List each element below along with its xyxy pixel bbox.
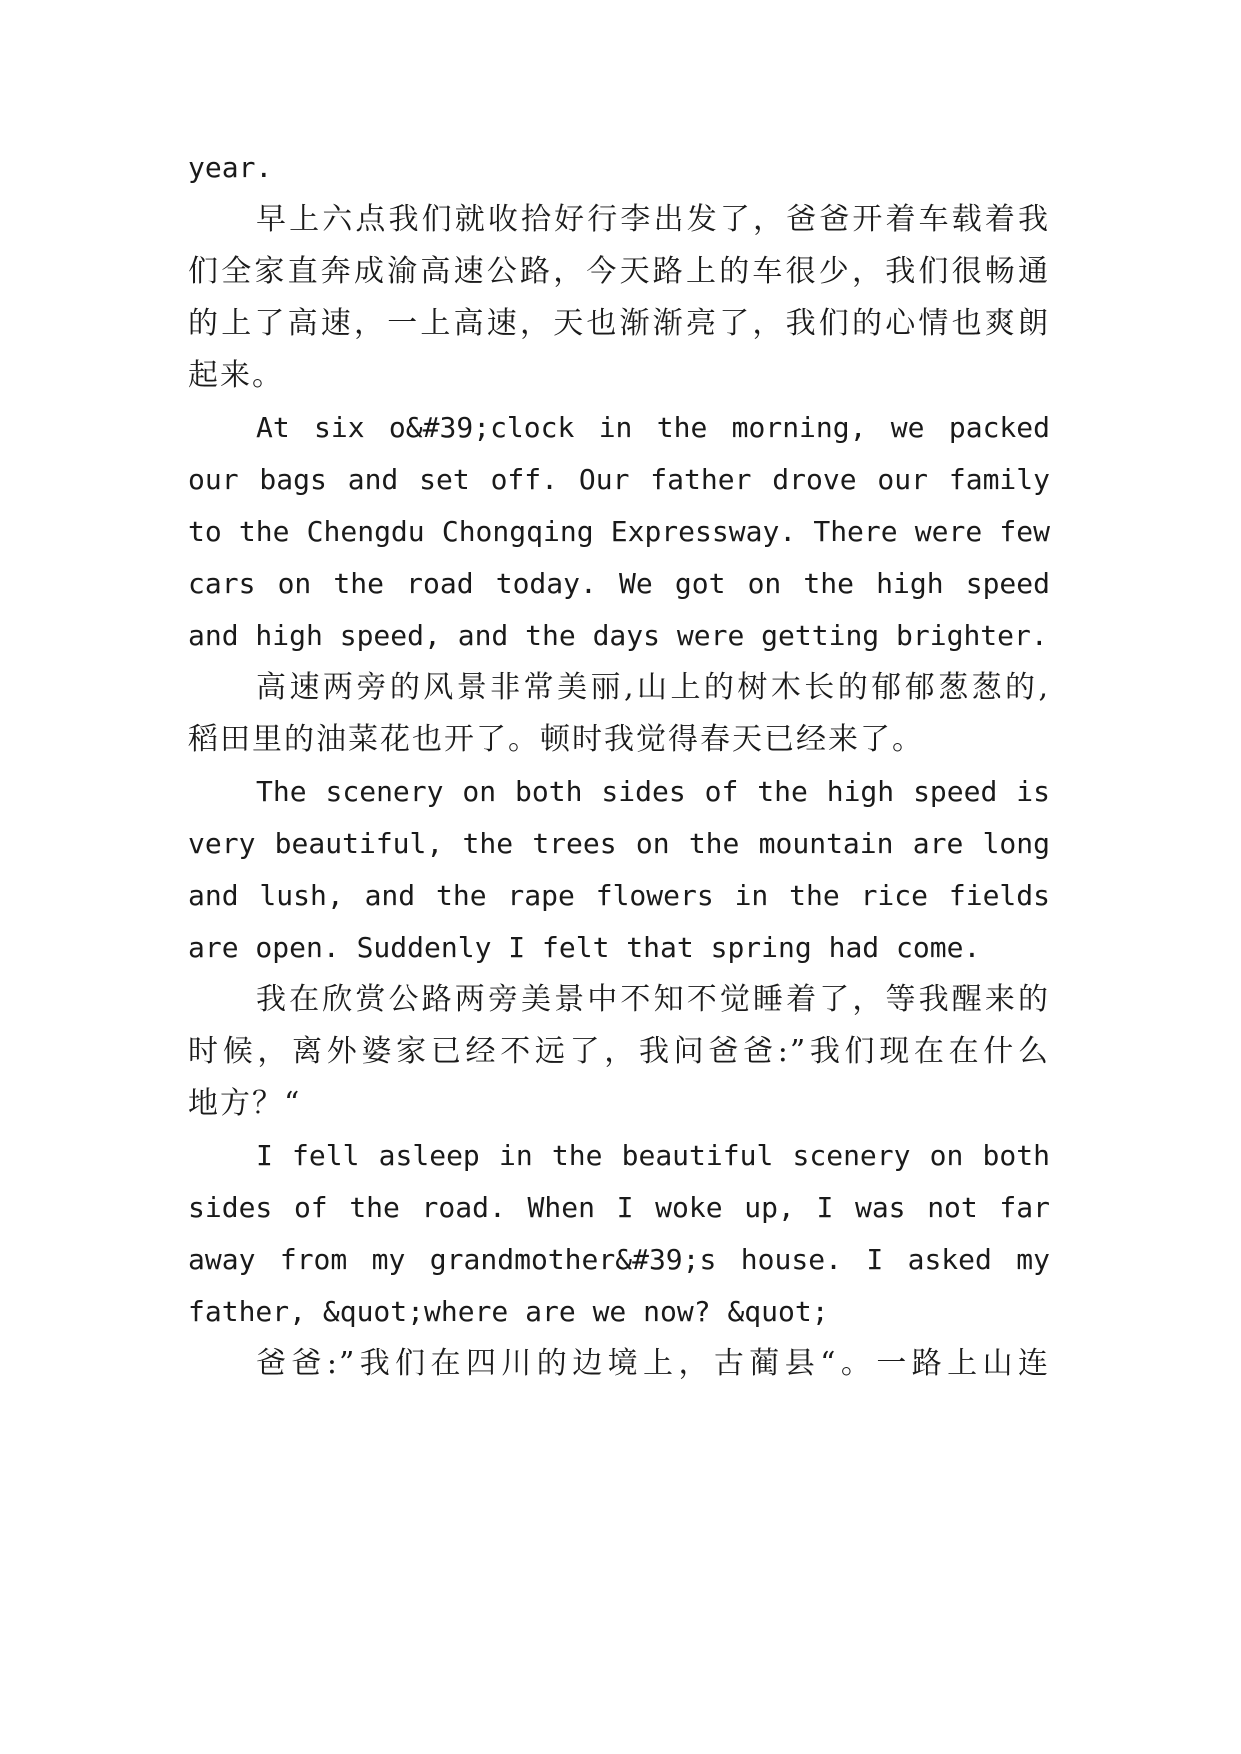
text-line-15: and lush, and the rape flowers in the rice fields bbox=[188, 879, 1050, 912]
text-line-8: to the Chengdu Chongqing Expressway. There were few bbox=[188, 515, 1050, 548]
text-line-7: our bags and set off. Our father drove our family bbox=[188, 463, 1050, 496]
text-line-11: 高速两旁的风景非常美丽,山上的树木长的郁郁葱葱的, bbox=[256, 670, 1050, 705]
text-line-2: 早上六点我们就收拾好行李出发了，爸爸开着车载着我 bbox=[256, 202, 1050, 237]
text-line-17: 我在欣赏公路两旁美景中不知不觉睡着了，等我醒来的 bbox=[256, 982, 1050, 1017]
text-line-4: 的上了高速，一上高速，天也渐渐亮了，我们的心情也爽朗 bbox=[188, 306, 1050, 341]
text-line-12: 稻田里的油菜花也开了。顿时我觉得春天已经来了。 bbox=[188, 722, 924, 757]
text-line-3: 们全家直奔成渝高速公路，今天路上的车很少，我们很畅通 bbox=[188, 254, 1050, 289]
text-line-19: 地方？“ bbox=[188, 1086, 302, 1121]
text-line-23: father, &quot;where are we now? &quot; bbox=[188, 1295, 829, 1328]
text-line-14: very beautiful, the trees on the mountain are long bbox=[188, 827, 1050, 860]
text-line-18: 时候，离外婆家已经不远了，我问爸爸:”我们现在在什么 bbox=[188, 1034, 1050, 1069]
text-line-5: 起来。 bbox=[188, 358, 284, 393]
text-line-10: and high speed, and the days were getting brighter. bbox=[188, 619, 1048, 652]
text-line-21: sides of the road. When I woke up, I was not far bbox=[188, 1191, 1050, 1224]
text-line-24: 爸爸:”我们在四川的边境上，古蔺县“。一路上山连 bbox=[256, 1346, 1050, 1381]
text-line-13: The scenery on both sides of the high speed is bbox=[256, 775, 1050, 808]
text-line-20: I fell asleep in the beautiful scenery on both bbox=[256, 1139, 1050, 1172]
text-line-1: year. bbox=[188, 151, 273, 184]
text-line-6: At six o&#39;clock in the morning, we packed bbox=[256, 411, 1050, 444]
text-line-16: are open. Suddenly I felt that spring had come. bbox=[188, 931, 981, 964]
text-line-22: away from my grandmother&#39;s house. I asked my bbox=[188, 1243, 1050, 1276]
text-line-9: cars on the road today. We got on the high speed bbox=[188, 567, 1050, 600]
